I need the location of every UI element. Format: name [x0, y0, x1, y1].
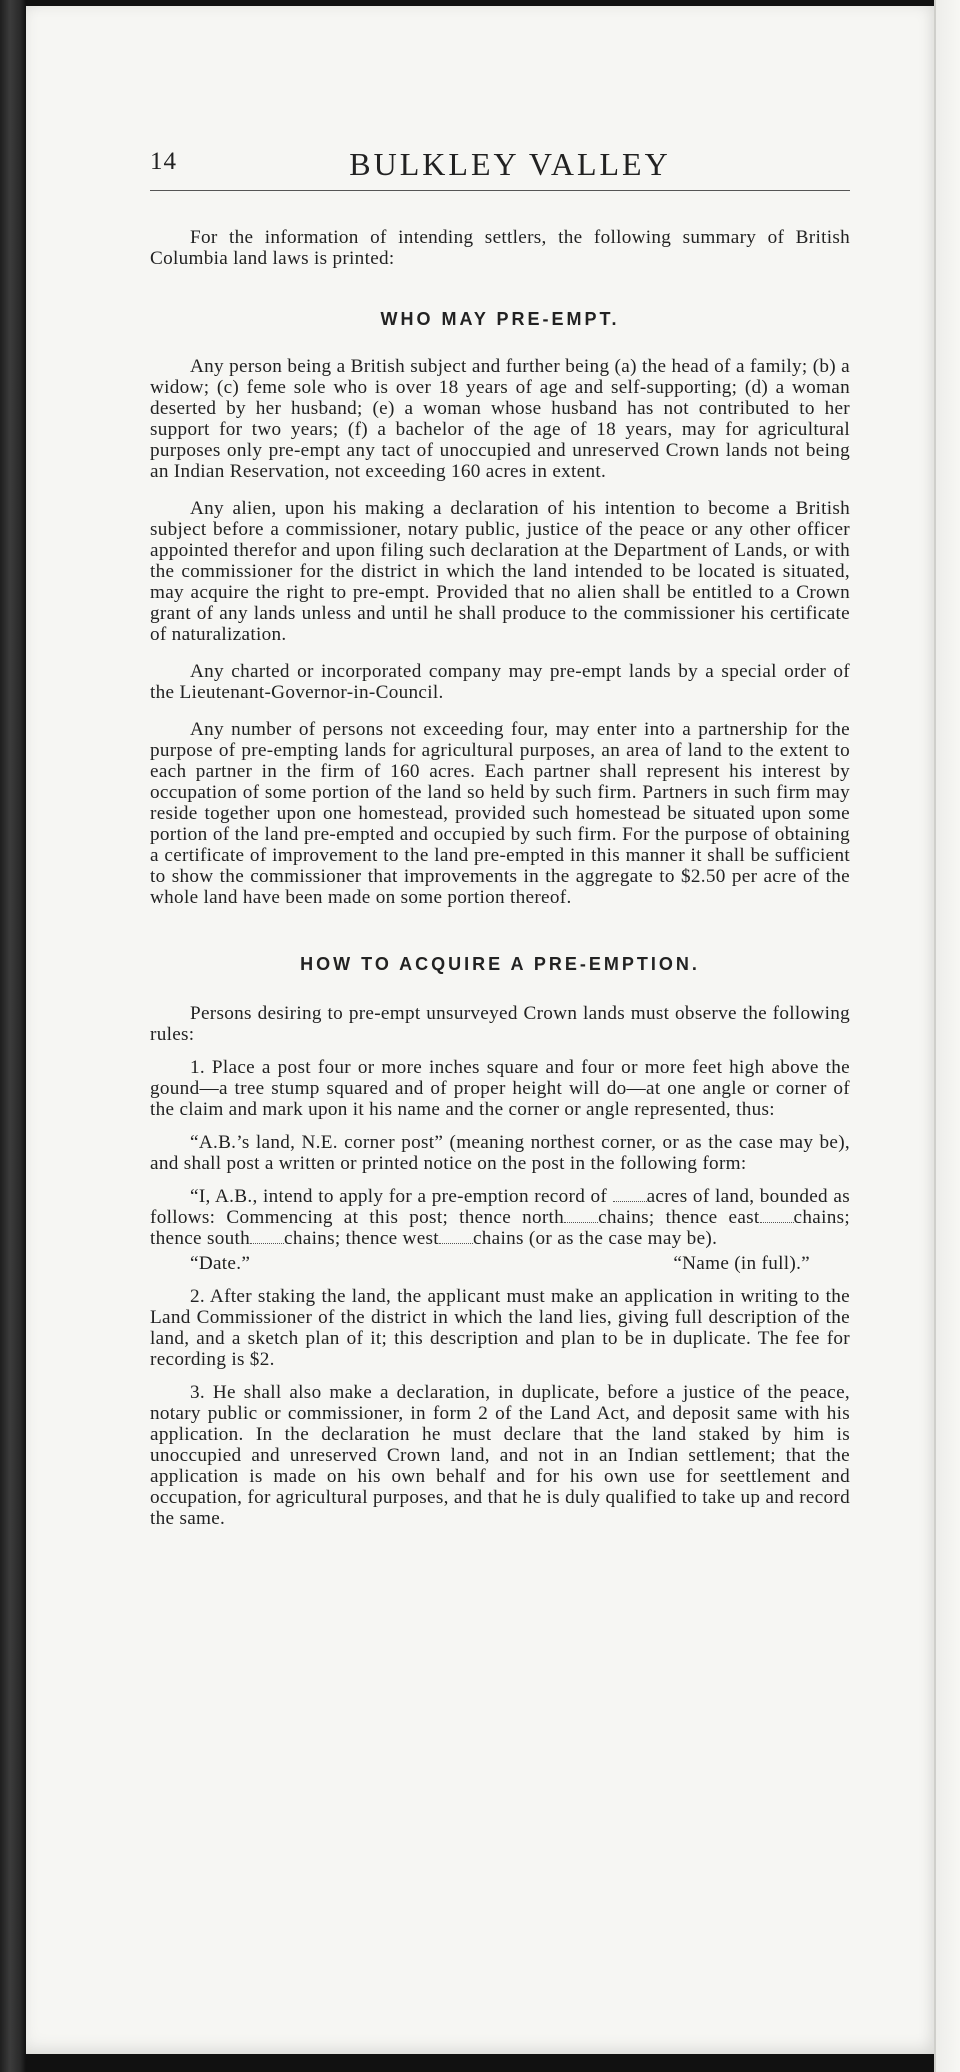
- form-text-2: chains; thence east: [598, 1207, 760, 1228]
- paragraph-rules-intro: Persons desiring to pre-empt unsurveyed Crown lands must observe the following rules:: [150, 1003, 850, 1045]
- paragraph-rule-1: 1. Place a post four or more inches square and four or more feet high above the gound—a tree stump squared and of proper height will do—at one angle or corner of the claim and mark upon it his name and the corner or angle represented, thus:: [150, 1057, 850, 1120]
- notice-form: [150, 1186, 850, 1249]
- page-content: [150, 140, 850, 1529]
- form-blank: [564, 1208, 598, 1223]
- form-blank: [250, 1229, 284, 1244]
- paragraph-british-subject: Any person being a British subject and further being (a) the head of a family; (b) a widow; (c) feme sole who is over 18 years of age and self-supporting; (d) a woman deserted by her husband; (e) a woman whose husband has not contributed to her support for two years; (f) a bachelor of the age of 18 years, may for agricultural purposes only pre-empt any tact of unoccupied and unreserved Crown lands not being an Indian Reservation, not exceeding 160 acres in extent.: [150, 356, 850, 482]
- running-head: [150, 140, 850, 191]
- form-signature-row: [150, 1253, 850, 1274]
- form-text-4: chains; thence west: [284, 1228, 439, 1249]
- form-blank: [439, 1229, 473, 1244]
- intro-paragraph: For the information of intending settlers, the following summary of British Columbia land laws is printed:: [150, 227, 850, 269]
- paragraph-alien: Any alien, upon his making a declaration of his intention to become a British subject before a commissioner, notary public, justice of the peace or any other officer appointed therefor and upon filing such declaration at the Department of Lands, or with the commissioner for the district in which the land intended to be located is situated, may acquire the right to pre-empt. Provided that no alien shall be entitled to a Crown grant of any lands unless and until he shall produce to the commissioner his certificate of naturalization.: [150, 498, 850, 645]
- section-heading-how-to-acquire: HOW TO ACQUIRE A PRE-EMPTION.: [300, 954, 700, 974]
- paragraph-rule-3: 3. He shall also make a declaration, in duplicate, before a justice of the peace, notary public or commissioner, in form 2 of the Land Act, and deposit same with his application. In the declaration he must declare that the land staked by him is unoccupied and unreserved Crown land, and not in an Indian settlement; that the application is made on his own behalf and for his own use for seettlement and occupation, for agricultural purposes, and that he is duly qualified to take up and record the same.: [150, 1382, 850, 1529]
- form-opening: “I, A.B., intend to apply for a pre-emption record of: [190, 1186, 608, 1207]
- form-text-1: acres of land, bounded as follows: Commencing at this post; thence north: [150, 1186, 850, 1228]
- page-title: BULKLEY VALLEY: [349, 146, 671, 182]
- adjacent-page-edge: [934, 0, 960, 2072]
- paragraph-rule-2: 2. After staking the land, the applicant must make an application in writing to the Land Commissioner of the district in which the land lies, giving full description of the land, and a sketch plan of it; this description and plan to be in duplicate. The fee for recording is $2.: [150, 1286, 850, 1370]
- form-text-5: chains (or as the case may be).: [472, 1228, 718, 1249]
- form-blank: [613, 1187, 647, 1202]
- paragraph-partnership: Any number of persons not exceeding four, may enter into a partnership for the purpose of pre-empting lands for agricultural purposes, an area of land to the extent to each partner in the firm of 160 acres. Each partner shall represent his interest by occupation of some portion of the land so held by such firm. Partners in such firm may reside together upon one homestead, provided such homestead be situated upon some portion of the land pre-empted and occupied by such firm. For the purpose of obtaining a certificate of improvement to the land pre-empted in this manner it shall be sufficient to show the commissioner that improvements in the aggregate to $2.50 per acre of the whole land have been made on some portion thereof.: [150, 719, 850, 908]
- form-blank: [760, 1208, 794, 1223]
- paragraph-post-notice: “A.B.’s land, N.E. corner post” (meaning northest corner, or as the case may be), and shall post a written or printed notice on the post in the following form:: [150, 1132, 850, 1174]
- form-name: “Name (in full).”: [673, 1253, 810, 1274]
- form-date: “Date.”: [190, 1253, 251, 1274]
- section-heading-who-may-pre-empt: WHO MAY PRE-EMPT.: [380, 309, 620, 329]
- form-text-3: chains; thence south: [150, 1207, 850, 1249]
- page-number: 14: [150, 148, 177, 175]
- paragraph-company: Any charted or incorporated company may pre-empt lands by a special order of the Lieutenant-Governor-in-Council.: [150, 661, 850, 703]
